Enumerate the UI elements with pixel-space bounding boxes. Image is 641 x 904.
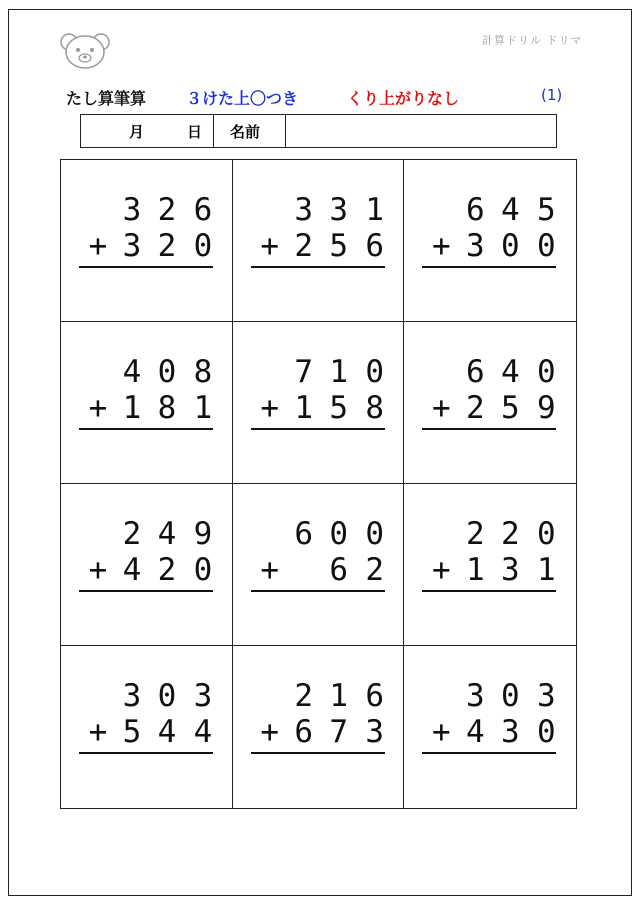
sum-line xyxy=(422,266,556,268)
problem-grid xyxy=(60,159,577,809)
problem-cell xyxy=(61,484,233,646)
sum-line xyxy=(251,266,385,268)
plus-sign: + xyxy=(88,390,108,426)
digit: 0 xyxy=(500,678,520,714)
digit: 9 xyxy=(536,390,556,426)
sum-line xyxy=(251,752,385,754)
digit: 6 xyxy=(465,354,485,390)
problem-cell xyxy=(61,160,233,322)
digit: 2 xyxy=(465,516,485,552)
problem-cell xyxy=(233,322,405,484)
digit: 3 xyxy=(122,678,142,714)
digit: 2 xyxy=(500,516,520,552)
digit: 6 xyxy=(329,552,348,588)
title-topic: たし算筆算 xyxy=(66,89,147,108)
digit: 5 xyxy=(500,390,520,426)
digit: 2 xyxy=(365,552,384,588)
digit: 2 xyxy=(294,228,313,264)
digit: 6 xyxy=(365,678,384,714)
sum-line xyxy=(251,590,385,592)
digit: 4 xyxy=(465,714,485,750)
problem-cell xyxy=(233,646,405,808)
digit: 4 xyxy=(122,552,142,588)
digit: 8 xyxy=(193,354,213,390)
digit: 0 xyxy=(536,714,556,750)
answer-area[interactable] xyxy=(422,434,556,474)
answer-area[interactable] xyxy=(422,272,556,312)
digit: 8 xyxy=(157,390,177,426)
plus-sign: + xyxy=(260,390,279,426)
digit: 3 xyxy=(294,192,313,228)
digit: 1 xyxy=(536,552,556,588)
answer-area[interactable] xyxy=(79,758,213,798)
digit: 6 xyxy=(365,228,384,264)
digit: 6 xyxy=(193,192,213,228)
digit: 5 xyxy=(329,390,348,426)
plus-sign: + xyxy=(88,228,108,264)
digit: 2 xyxy=(157,228,177,264)
title-condition: くり上がりなし xyxy=(347,89,460,108)
answer-area[interactable] xyxy=(251,758,385,798)
plus-sign: + xyxy=(431,714,451,750)
plus-sign: + xyxy=(88,552,108,588)
digit: 4 xyxy=(122,354,142,390)
digit: 1 xyxy=(294,390,313,426)
digit: 1 xyxy=(329,678,348,714)
problem-cell xyxy=(233,160,405,322)
digit: 1 xyxy=(465,552,485,588)
plus-sign: + xyxy=(260,228,279,264)
answer-area[interactable] xyxy=(251,272,385,312)
answer-area[interactable] xyxy=(79,596,213,636)
name-field[interactable] xyxy=(286,115,556,147)
answer-area[interactable] xyxy=(422,596,556,636)
digit: 5 xyxy=(329,228,348,264)
digit: 1 xyxy=(193,390,213,426)
digit: 3 xyxy=(500,714,520,750)
title-level: ３けた上〇つき xyxy=(186,89,299,108)
digit: 1 xyxy=(365,192,384,228)
digit: 4 xyxy=(157,714,177,750)
sum-line xyxy=(251,428,385,430)
digit: 0 xyxy=(157,678,177,714)
digit: 4 xyxy=(193,714,213,750)
plus-sign: + xyxy=(431,228,451,264)
digit: 4 xyxy=(157,516,177,552)
digit: 2 xyxy=(157,192,177,228)
answer-area[interactable] xyxy=(79,434,213,474)
answer-area[interactable] xyxy=(79,272,213,312)
digit: 0 xyxy=(536,354,556,390)
digit: 3 xyxy=(465,678,485,714)
problem-cell xyxy=(61,322,233,484)
digit: 6 xyxy=(294,714,313,750)
digit: 6 xyxy=(465,192,485,228)
sum-line xyxy=(422,752,556,754)
digit: 5 xyxy=(536,192,556,228)
digit: 0 xyxy=(536,228,556,264)
plus-sign: + xyxy=(260,714,279,750)
plus-sign: + xyxy=(260,552,279,588)
digit: 2 xyxy=(122,516,142,552)
bear-mascot-icon xyxy=(60,32,110,70)
digit: 0 xyxy=(329,516,348,552)
name-date-row xyxy=(80,114,557,148)
sum-line xyxy=(422,428,556,430)
digit: 0 xyxy=(157,354,177,390)
date-field[interactable] xyxy=(81,115,214,147)
digit: 1 xyxy=(122,390,142,426)
sum-line xyxy=(79,752,213,754)
plus-sign: + xyxy=(88,714,108,750)
plus-sign: + xyxy=(431,552,451,588)
answer-area[interactable] xyxy=(422,758,556,798)
digit: 2 xyxy=(294,678,313,714)
month-label: 月 xyxy=(129,123,145,141)
digit: 7 xyxy=(294,354,313,390)
digit: 6 xyxy=(294,516,313,552)
problem-cell xyxy=(233,484,405,646)
digit: 4 xyxy=(500,354,520,390)
worksheet-title xyxy=(66,86,586,108)
sheet-number: (1) xyxy=(541,86,563,104)
digit: 3 xyxy=(193,678,213,714)
problem-cell xyxy=(61,646,233,808)
digit: 0 xyxy=(500,228,520,264)
digit: 0 xyxy=(536,516,556,552)
answer-area[interactable] xyxy=(251,434,385,474)
day-label: 日 xyxy=(187,123,203,141)
digit: 0 xyxy=(365,516,384,552)
name-label-cell xyxy=(214,115,286,147)
plus-sign: + xyxy=(431,390,451,426)
sum-line xyxy=(79,266,213,268)
digit: 9 xyxy=(193,516,213,552)
digit: 3 xyxy=(365,714,384,750)
digit: 2 xyxy=(157,552,177,588)
sum-line xyxy=(79,590,213,592)
name-label: 名前 xyxy=(230,123,261,141)
digit: 8 xyxy=(365,390,384,426)
digit: 1 xyxy=(329,354,348,390)
digit: 5 xyxy=(122,714,142,750)
digit: 3 xyxy=(122,192,142,228)
digit: 0 xyxy=(193,228,213,264)
digit: 3 xyxy=(465,228,485,264)
digit: 4 xyxy=(500,192,520,228)
problem-cell xyxy=(404,160,576,322)
sum-line xyxy=(422,590,556,592)
problem-cell xyxy=(404,646,576,808)
digit: 3 xyxy=(536,678,556,714)
site-label: 計算ドリル ドリマ xyxy=(482,34,583,47)
digit: 0 xyxy=(365,354,384,390)
problem-cell xyxy=(404,484,576,646)
sum-line xyxy=(79,428,213,430)
digit: 7 xyxy=(329,714,348,750)
digit: 3 xyxy=(329,192,348,228)
digit: 2 xyxy=(465,390,485,426)
answer-area[interactable] xyxy=(251,596,385,636)
digit: 3 xyxy=(122,228,142,264)
digit: 3 xyxy=(500,552,520,588)
problem-cell xyxy=(404,322,576,484)
digit: 0 xyxy=(193,552,213,588)
